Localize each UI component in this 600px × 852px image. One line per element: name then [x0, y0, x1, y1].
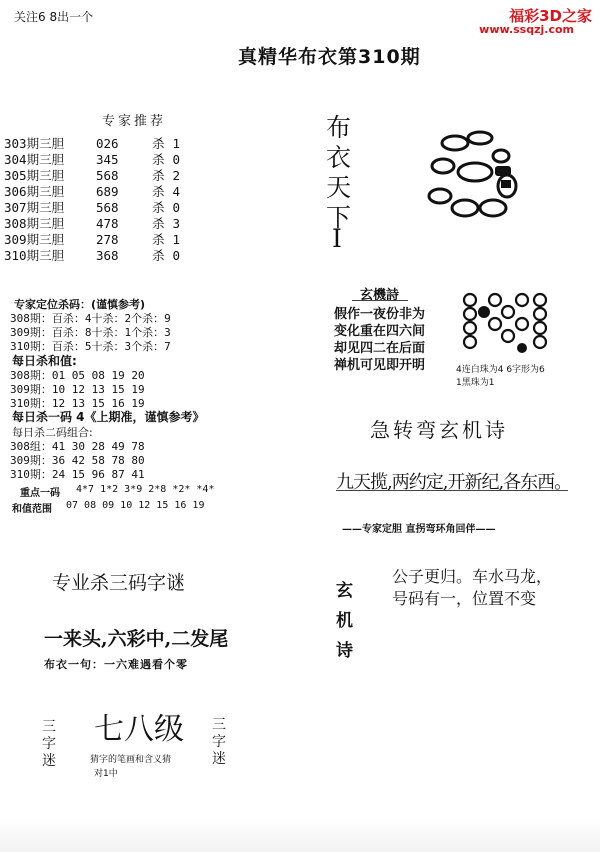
kill-cell: 4: [172, 184, 181, 199]
buyi-line: 布衣一句：一六难遇看个零: [44, 658, 188, 671]
nums-cell: 568: [96, 168, 119, 183]
nums-cell: 026: [96, 136, 119, 151]
nums-cell: 345: [96, 152, 119, 167]
buyi-char-4: 下: [326, 203, 352, 232]
two-code-row: 308组：41 30 28 49 78: [10, 440, 145, 453]
buyi-char-5: I: [332, 224, 342, 253]
bottom-scan-band: [0, 818, 600, 852]
kill-label-cell: 杀: [152, 200, 165, 215]
kill-cell: 3: [172, 216, 181, 231]
nums-cell: 568: [96, 200, 119, 215]
focus-code-label: 重点一码: [20, 488, 60, 499]
brand-name: 福彩3D之家: [509, 7, 592, 25]
buyi-char-2: 衣: [326, 143, 352, 172]
nums-cell: 478: [96, 216, 119, 231]
issue-cell: 305期三胆: [4, 168, 65, 183]
urgent-side-char-1: 玄: [336, 581, 353, 601]
two-code-title: 每日杀二码组合:: [12, 426, 93, 439]
kill-cell: 0: [172, 248, 181, 263]
issue-cell: 307期三胆: [4, 200, 65, 215]
side-right-char-1: 三: [212, 717, 226, 733]
xuanji-line-1: 假作一夜份非为: [334, 307, 426, 322]
kill-label-cell: 杀: [152, 216, 165, 231]
urgent-poem-title: 急转弯玄机诗: [370, 418, 508, 442]
position-kill-row: 309期：百杀：8十杀：1个杀：3: [10, 326, 171, 339]
urgent-side-char-2: 机: [336, 611, 353, 631]
sum-range-value: 07 08 09 10 12 15 16 19: [66, 500, 205, 511]
urgent-poem-body-1: 公子更归。车水马龙，: [392, 567, 553, 586]
kill-cell: 0: [172, 152, 181, 167]
position-kill-row: 308期：百杀：4十杀：2个杀：9: [10, 312, 171, 325]
nums-cell: 368: [96, 248, 119, 263]
kill-cell: 1: [172, 232, 181, 247]
side-left-char-3: 迷: [42, 753, 56, 769]
issue-cell: 304期三胆: [4, 152, 65, 167]
kill-label-cell: 杀: [152, 232, 165, 247]
kill-cell: 1: [172, 136, 181, 151]
kill-cell: 2: [172, 168, 181, 183]
kill-label-cell: 杀: [152, 168, 165, 183]
position-kill-title: 专家定位杀码：(谨慎参考): [14, 298, 146, 311]
kill-label-cell: 杀: [152, 248, 165, 263]
kill-label-cell: 杀: [152, 184, 165, 199]
side-left-char-2: 字: [42, 736, 56, 752]
riddle-line: 一来头,六彩中,二发尾: [44, 628, 229, 650]
bead-note-1: 4连白珠为4 6字形为6: [456, 365, 545, 375]
expert-fix-label: ——专家定胆 直拐弯环角回伴——: [342, 524, 496, 535]
kill-cell: 0: [172, 200, 181, 215]
sum-kill-row: 310期：12 13 15 16 19: [10, 397, 145, 410]
issue-cell: 308期三胆: [4, 216, 65, 231]
xuanji-title: 玄機詩: [360, 288, 400, 303]
issue-cell: 309期三胆: [4, 232, 65, 247]
beads-illustration: [460, 290, 560, 356]
two-code-row: 310期：24 15 96 87 41: [10, 468, 145, 481]
sum-kill-row: 309期：10 12 13 15 19: [10, 383, 145, 396]
issue-cell: 306期三胆: [4, 184, 65, 199]
xuanji-line-3: 却见四二在后面: [334, 341, 426, 356]
xuanji-line-2: 变化重在四六间: [334, 324, 426, 339]
sum-kill-title: 每日杀和值:: [12, 354, 77, 368]
position-kill-row: 310期：百杀：5十杀：3个杀：7: [10, 340, 171, 353]
expert-recommend-title: 专家推荐: [102, 114, 167, 129]
side-left-char-1: 三: [42, 719, 56, 735]
riddle-note-2: 对1中: [94, 769, 118, 779]
urgent-side-char-3: 诗: [336, 641, 353, 661]
side-right-char-3: 迷: [212, 751, 226, 767]
riddle-note-1: 猜字的笔画和含义猜: [90, 755, 172, 765]
focus-code-value: 4*7 1*2 3*9 2*8 *2* *4*: [76, 484, 215, 495]
riddle-title: 专业杀三码字谜: [52, 572, 186, 594]
nums-cell: 689: [96, 184, 119, 199]
dining-table-illustration: [425, 128, 525, 228]
bead-note-2: 1黑珠为1: [456, 378, 495, 388]
expert-recommend-row: [4, 246, 180, 264]
side-right-char-2: 字: [212, 734, 226, 750]
kill-label-cell: 杀: [152, 152, 165, 167]
xuanji-line-4: 禅机可见即开明: [334, 358, 426, 373]
top-left-note: 关注6 8出一个: [14, 10, 94, 24]
issue-cell: 303期三胆: [4, 136, 65, 151]
sum-kill-row: 308期：01 05 08 19 20: [10, 369, 145, 382]
kill-label-cell: 杀: [152, 136, 165, 151]
nums-cell: 278: [96, 232, 119, 247]
urgent-poem-line: 九天揽,两约定,开新纪,各东西。: [336, 472, 572, 493]
sum-range-label: 和值范围: [12, 504, 52, 515]
page-title: 真精华布衣第310期: [238, 46, 421, 68]
brand-url: www.ssqzj.com: [479, 23, 574, 36]
one-code-kill-title: 每日杀一码 4《上期准，谨慎参考》: [12, 410, 205, 424]
buyi-char-1: 布: [326, 113, 352, 142]
riddle-big-word: 七八级: [94, 712, 184, 747]
urgent-poem-body-2: 号码有一，位置不变: [392, 589, 537, 608]
issue-cell: 310期三胆: [4, 248, 65, 263]
two-code-row: 309期：36 42 58 78 80: [10, 454, 145, 467]
buyi-char-3: 天: [326, 173, 352, 202]
